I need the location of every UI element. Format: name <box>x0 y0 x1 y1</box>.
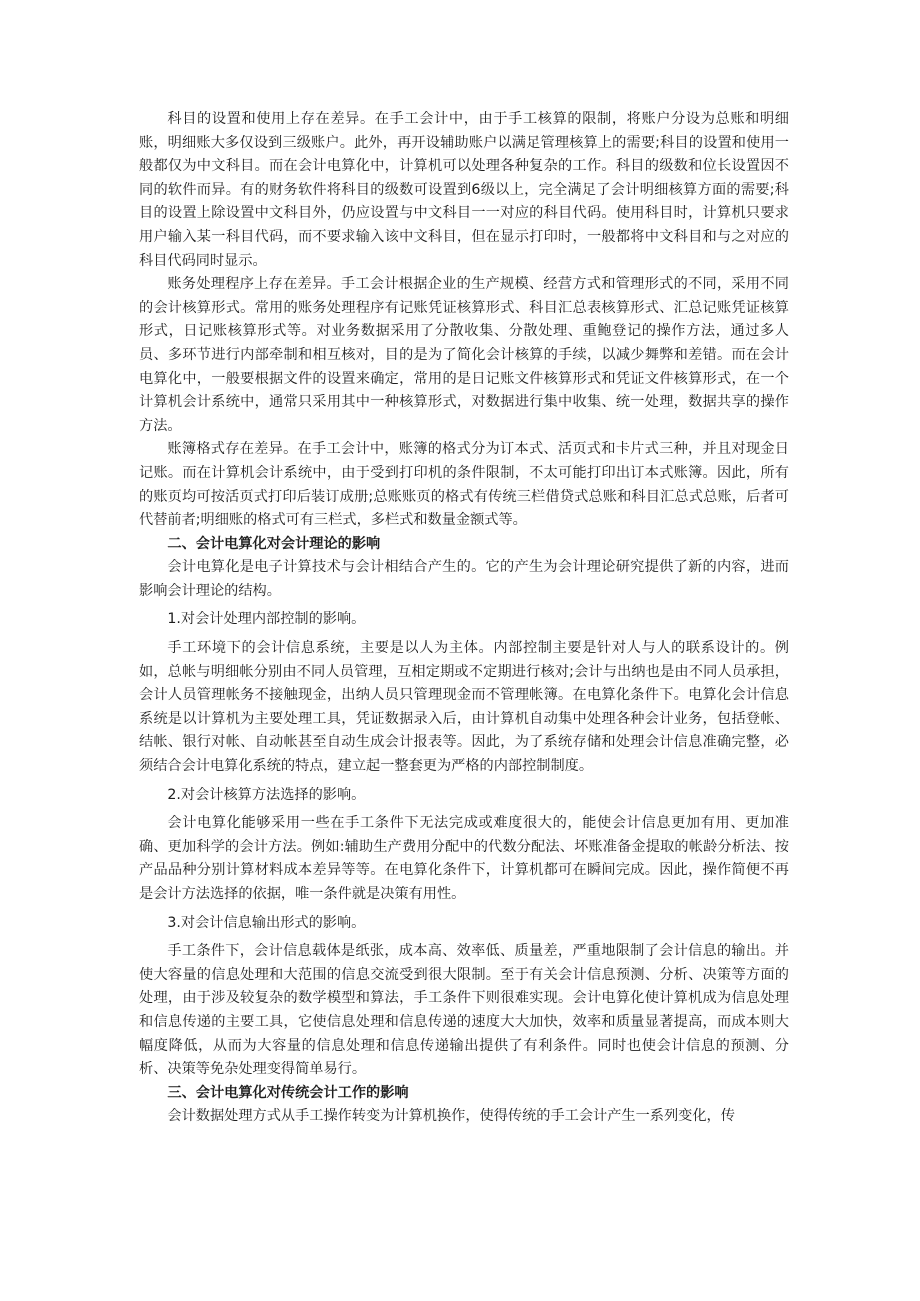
subheading-accounting-methods: 2.对会计核算方法选择的影响。 <box>167 786 366 803</box>
paragraph-internal-control: 手工环境下的会计信息系统，主要是以人为主体。内部控制主要是针对人与人的联系设计的。例如，总帐与明细帐分别由不同人员管理，互相定期或不定期进行核对;会计与出纳也是由不同人员承担，会计人员管理帐务不接触现金，出纳人员只管理现金而不管理帐簿。在电算化条件下。电算化会计信息系统是以计算机为主要处理工具，凭证数据录入后，由计算机自动集中处理各种会计业务，包括登帐、结帐、银行对帐、自动帐甚至自动生成会计报表等。因此，为了系统存储和处理会计信息准确完整，必须结合会计电算化系统的特点，建立起一整套更为严格的内部控制制度。 <box>139 640 789 775</box>
paragraph-accounting-methods: 会计电算化能够采用一些在手工条件下无法完成或难度很大的，能使会计信息更加有用、更加准确、更加科学的会计方法。例如:辅助生产费用分配中的代数分配法、坏账准备金提取的帐龄分析法、按产品品种分别计算材料成本差异等等。在电算化条件下，计算机都可在瞬间完成。因此，操作简便不再是会计方法选择的依据，唯一条件就是决策有用性。 <box>139 815 789 902</box>
section-heading-theory-impact: 二、会计电算化对会计理论的影响 <box>167 535 381 552</box>
document-body <box>139 108 789 1129</box>
section-heading-traditional-work: 三、会计电算化对传统会计工作的影响 <box>167 1084 409 1101</box>
paragraph-subject-settings: 科目的设置和使用上存在差异。在手工会计中，由于手工核算的限制，将账户分设为总账和明细账，明细账大多仅设到三级账户。此外，再开设辅助账户以满足管理核算上的需要;科目的设置和使用一般都仅为中文科目。而在会计电算化中，计算机可以处理各种复杂的工作。科目的级数和位长设置因不同的软件而异。有的财务软件将科目的级数可设置到6级以上，完全满足了会计明细核算方面的需要;科目的设置上除设置中文科目外，仍应设置与中文科目一一对应的科目代码。使用科目时，计算机只要求用户输入某一科目代码，而不要求输入该中文科目，但在显示打印时，一般都将中文科目和与之对应的科目代码同时显示。 <box>139 111 789 269</box>
subheading-information-output: 3.对会计信息输出形式的影响。 <box>167 914 366 931</box>
paragraph-ledger-format: 账簿格式存在差异。在手工会计中，账簿的格式分为订本式、活页式和卡片式三种，并且对现金日记账。而在计算机会计系统中，由于受到打印机的条件限制，不太可能打印出订本式账簿。因此，所有的账页均可按活页式打印后装订成册;总账账页的格式有传统三栏借贷式总账和科目汇总式总账，后者可代替前者;明细账的格式可有三栏式，多栏式和数量金额式等。 <box>139 441 789 529</box>
paragraph-accounting-procedure: 账务处理程序上存在差异。手工会计根据企业的生产规模、经营方式和管理形式的不同，采用不同的会计核算形式。常用的账务处理程序有记账凭证核算形式、科目汇总表核算形式、汇总记账凭证核算形式，日记账核算形式等。对业务数据采用了分散收集、分散处理、重鲍登记的操作方法，通过多人员、多环节进行内部牵制和相互核对，目的是为了简化会计核算的手续，以减少舞弊和差错。而在会计电算化中，一般要根据文件的设置来确定，常用的是日记账文件核算形式和凭证文件核算形式，在一个计算机会计系统中，通常只采用其中一种核算形式，对数据进行集中收集、统一处理，数据共享的操作方法。 <box>139 276 789 434</box>
subheading-internal-control: 1.对会计处理内部控制的影响。 <box>167 611 366 628</box>
paragraph-information-output: 手工条件下，会计信息载体是纸张，成本高、效率低、质量差，严重地限制了会计信息的输出。并使大容量的信息处理和大范围的信息交流受到很大限制。至于有关会计信息预测、分析、决策等方面的处理，由于涉及较复杂的数学模型和算法，手工条件下则很难实现。会计电算化使计算机成为信息处理和信息传递的主要工具，它使信息处理和信息传递的速度大大加快，效率和质量显著提高，而成本则大幅度降低，从而为大容量的信息处理和信息传递输出提供了有利条件。同时也使会计信息的预测、分析、决策等免杂处理变得简单易行。 <box>139 943 789 1078</box>
paragraph-traditional-work: 会计数据处理方式从手工操作转变为计算机换作，使得传统的手工会计产生一系列变化，传 <box>167 1108 735 1125</box>
paragraph-theory-intro: 会计电算化是电子计算技术与会计相结合产生的。它的产生为会计理论研究提供了新的内容，进而影响会计理论的结构。 <box>139 559 789 599</box>
